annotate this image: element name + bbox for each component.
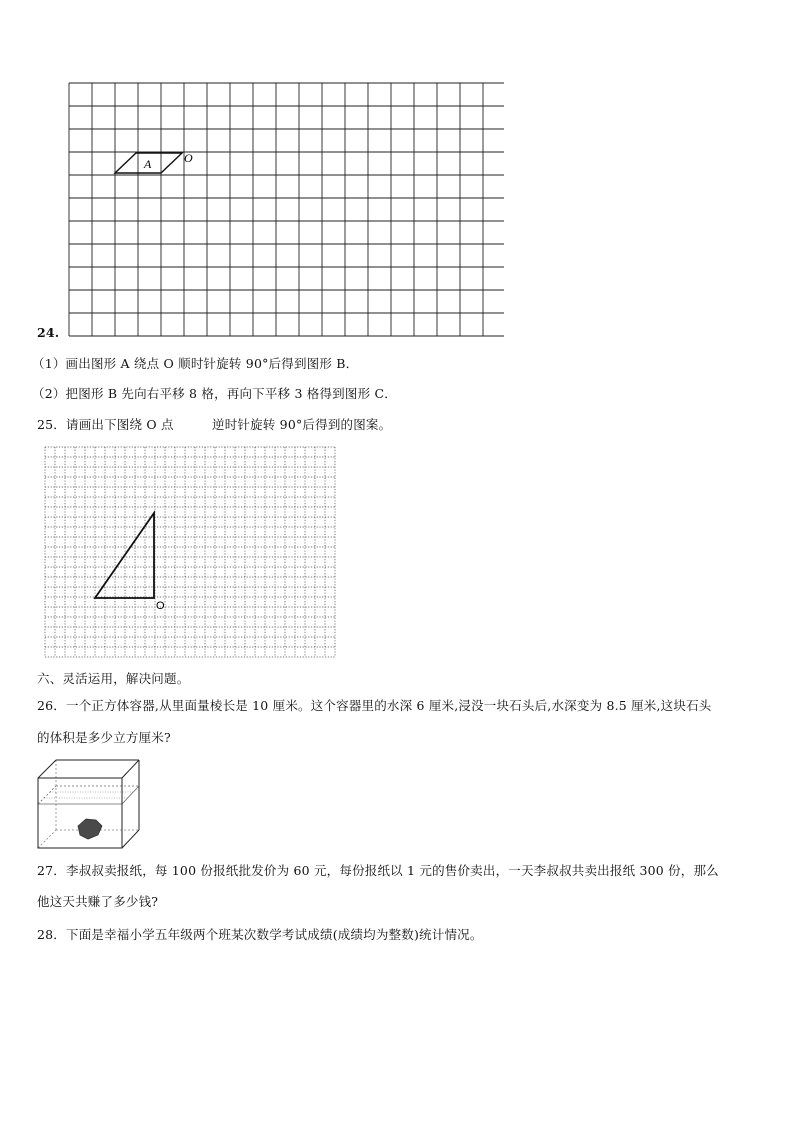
q25-point-o-label: O	[156, 600, 165, 612]
q28-line1: 28．下面是幸福小学五年级两个班某次数学考试成绩(成绩均为整数)统计情况。	[37, 927, 483, 942]
cube-container-illustration	[36, 756, 144, 852]
q26-line1: 26．一个正方体容器,从里面量棱长是 10 厘米。这个容器里的水深 6 厘米,浸没一块石头后,水深变为 8.5 厘米,这块石头	[37, 698, 712, 713]
stone-icon	[78, 819, 102, 839]
section-6-heading: 六、灵活运用，解决问题。	[37, 671, 190, 686]
point-o-label: O	[184, 151, 193, 165]
q24-number: 24.	[37, 325, 60, 340]
q24-part1: （1）画出图形 A 绕点 O 顺时针旋转 90°后得到图形 B．	[32, 356, 359, 371]
q26-line2: 的体积是多少立方厘米?	[37, 730, 171, 745]
q25-text-before: 25．请画出下图绕 O 点	[37, 417, 174, 432]
q27-line2: 他这天共赚了多少钱?	[37, 894, 159, 909]
q27-line1: 27．李叔叔卖报纸，每 100 份报纸批发价为 60 元，每份报纸以 1 元的售价卖出，一天李叔叔共卖出报纸 300 份，那么	[37, 863, 719, 878]
q24-part2: （2）把图形 B 先向右平移 8 格，再向下平移 3 格得到图形 C．	[32, 386, 397, 401]
q24-grid	[66, 81, 504, 341]
q25-dotted-grid	[44, 446, 346, 662]
shape-a-label: A	[144, 157, 152, 171]
q25-text-after: 逆时针旋转 90°后得到的图案。	[212, 417, 392, 432]
